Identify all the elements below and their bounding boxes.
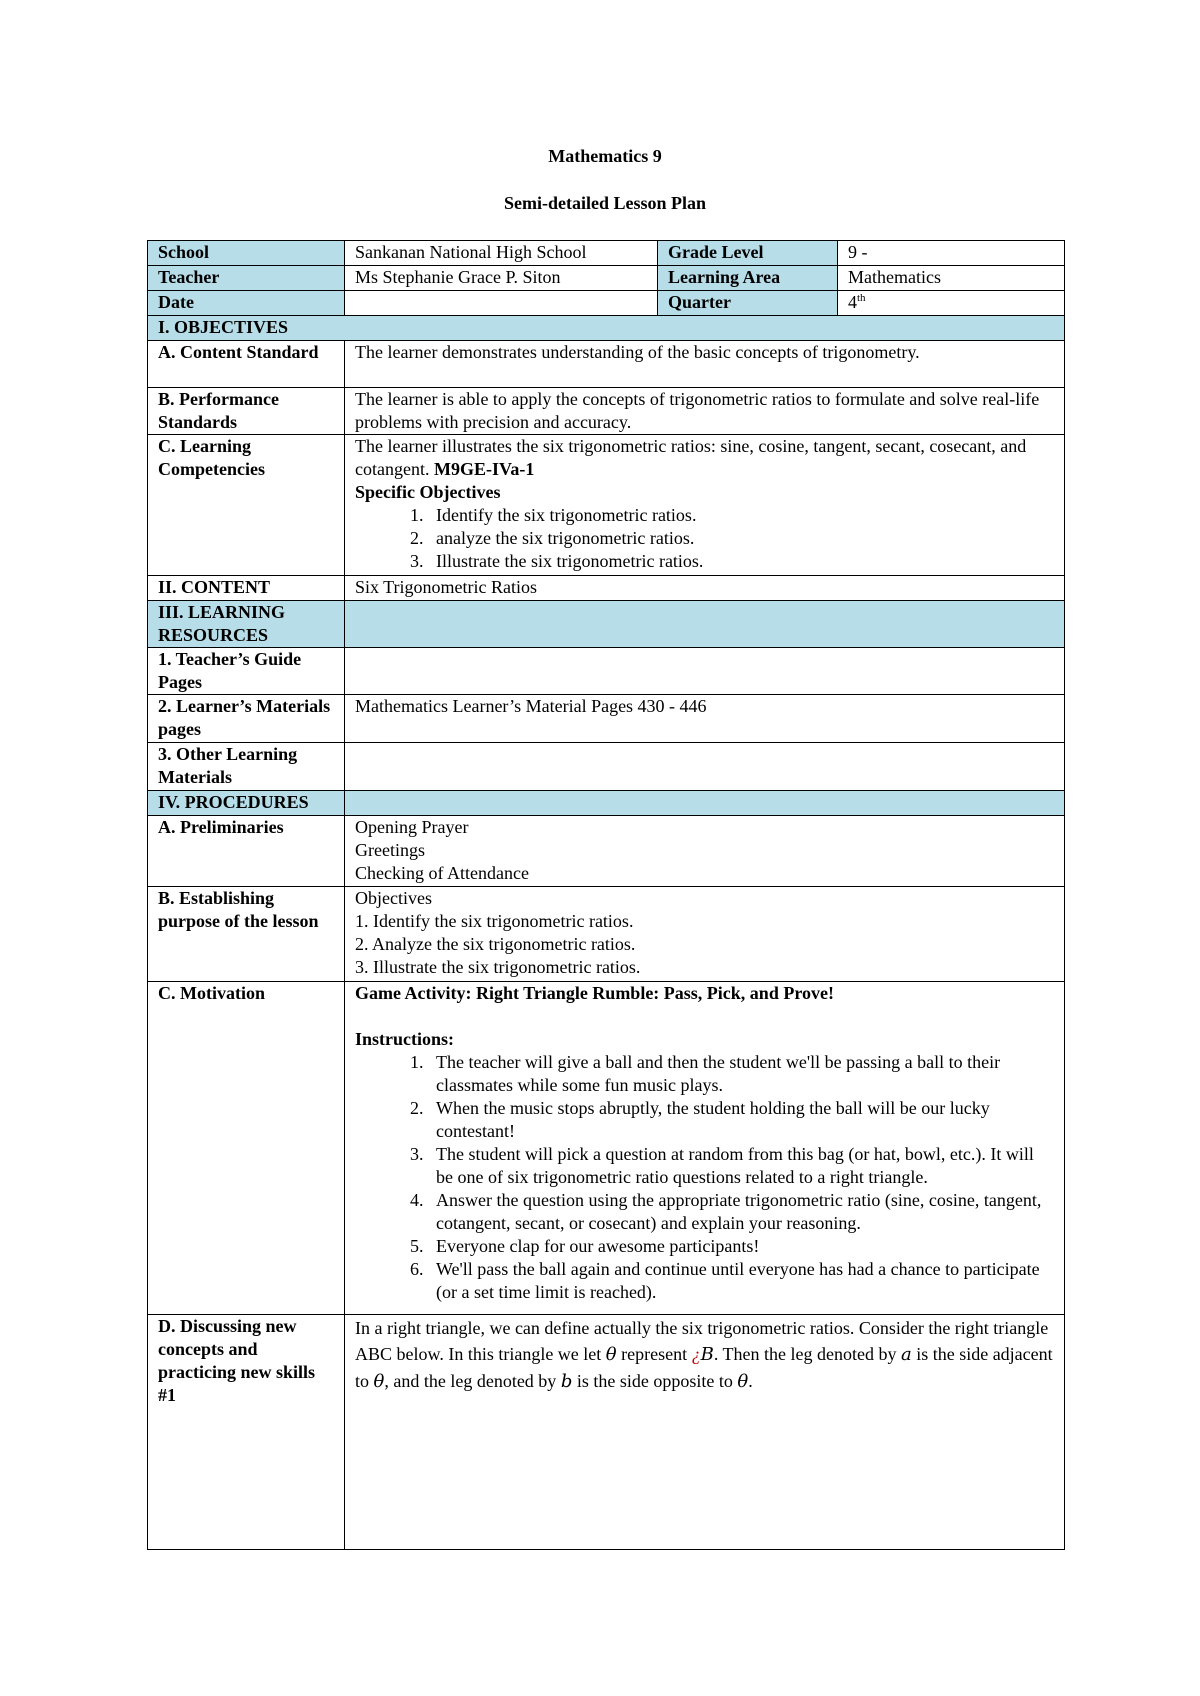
list-item: Checking of Attendance bbox=[355, 863, 529, 883]
teachers-guide-value bbox=[345, 648, 1065, 695]
learners-materials-label: 2. Learner’s Materials pages bbox=[148, 695, 345, 743]
objectives-header-row bbox=[148, 316, 1065, 341]
document-title: Mathematics 9 bbox=[548, 146, 662, 166]
learning-competencies-cell bbox=[345, 435, 1065, 576]
list-item: Objectives bbox=[355, 888, 432, 908]
teacher-row bbox=[148, 266, 1065, 291]
learning-resources-header: III. LEARNING RESOURCES bbox=[148, 601, 345, 648]
list-item: 2. analyze the six trigonometric ratios. bbox=[428, 527, 1054, 550]
learning-competencies-row bbox=[148, 435, 1065, 576]
establishing-purpose-row bbox=[148, 887, 1065, 982]
discussing-concepts-label: D. Discussing new concepts and practicing new skills #1 bbox=[148, 1315, 345, 1550]
game-activity-title: Game Activity: Right Triangle Rumble: Pass, Pick, and Prove! bbox=[355, 983, 834, 1003]
content-standard-label: A. Content Standard bbox=[148, 341, 345, 388]
preliminaries-cell bbox=[345, 816, 1065, 887]
discussion-text: . Then the leg denoted by bbox=[713, 1344, 901, 1364]
theta-symbol: θ bbox=[373, 1371, 385, 1392]
competency-code: M9GE-IVa-1 bbox=[433, 459, 535, 479]
discussion-text: In a right triangle, we can define actually the six trigonometric ratios. Consider the right triangle ABC below. In this triangle we let bbox=[355, 1318, 1049, 1364]
specific-objectives-list bbox=[355, 504, 1054, 573]
discussion-text: , and the leg denoted by bbox=[384, 1371, 561, 1391]
learning-resources-header-row bbox=[148, 601, 1065, 648]
discussion-text: represent bbox=[616, 1344, 692, 1364]
establishing-purpose-label: B. Establishing purpose of the lesson bbox=[148, 887, 345, 982]
specific-objectives-label: Specific Objectives bbox=[355, 482, 501, 502]
content-row bbox=[148, 576, 1065, 601]
performance-standards-value: The learner is able to apply the concepts of trigonometric ratios to formulate and solve real-life problems with precision and accuracy. bbox=[345, 388, 1065, 435]
list-item: Opening Prayer bbox=[355, 817, 469, 837]
procedures-header: IV. PROCEDURES bbox=[148, 791, 345, 816]
teachers-guide-row bbox=[148, 648, 1065, 695]
discussion-text: is the side adjacent to bbox=[355, 1344, 1053, 1391]
date-label: Date bbox=[148, 291, 345, 316]
list-item: 3. Illustrate the six trigonometric ratios. bbox=[428, 550, 1054, 573]
other-materials-row bbox=[148, 743, 1065, 791]
list-item: 4. Answer the question using the appropriate trigonometric ratio (sine, cosine, tangent, cotangent, secant, or cosecant) and explain your reasoning. bbox=[428, 1189, 1054, 1235]
learners-materials-row bbox=[148, 695, 1065, 743]
list-item: 3. The student will pick a question at random from this bag (or hat, bowl, etc.). It will be one of six trigonometric ratio questions related to a right triangle. bbox=[428, 1143, 1054, 1189]
date-row bbox=[148, 291, 1065, 316]
list-item: 1. Identify the six trigonometric ratios. bbox=[355, 911, 634, 931]
quarter-number: 4 bbox=[848, 292, 857, 312]
list-item: 2. When the music stops abruptly, the student holding the ball will be our lucky contestant! bbox=[428, 1097, 1054, 1143]
theta-symbol: θ bbox=[605, 1344, 617, 1365]
school-value: Sankanan National High School bbox=[345, 241, 658, 266]
discussion-text: is the side opposite to bbox=[572, 1371, 738, 1391]
learning-competencies-label: C. Learning Competencies bbox=[148, 435, 345, 576]
motivation-cell bbox=[345, 982, 1065, 1315]
motivation-row bbox=[148, 982, 1065, 1315]
theta-symbol: θ bbox=[737, 1371, 749, 1392]
side-a-symbol: a bbox=[900, 1344, 912, 1365]
discussion-text: . bbox=[748, 1371, 753, 1391]
learning-area-value: Mathematics bbox=[838, 266, 1065, 291]
angle-symbol: ¿ bbox=[691, 1344, 701, 1364]
document-subtitle: Semi-detailed Lesson Plan bbox=[503, 193, 706, 213]
motivation-label: C. Motivation bbox=[148, 982, 345, 1315]
performance-standards-row bbox=[148, 388, 1065, 435]
grade-level-label: Grade Level bbox=[658, 241, 838, 266]
side-b-symbol: b bbox=[560, 1371, 573, 1392]
lesson-plan-table bbox=[147, 240, 1065, 1550]
list-item: 1. Identify the six trigonometric ratios. bbox=[428, 504, 1054, 527]
date-value bbox=[345, 291, 658, 316]
other-materials-value bbox=[345, 743, 1065, 791]
list-item: 2. Analyze the six trigonometric ratios. bbox=[355, 934, 636, 954]
procedures-header-row bbox=[148, 791, 1065, 816]
preliminaries-label: A. Preliminaries bbox=[148, 816, 345, 887]
learners-materials-value: Mathematics Learner’s Material Pages 430 - 446 bbox=[345, 695, 1065, 743]
teachers-guide-label: 1. Teacher’s Guide Pages bbox=[148, 648, 345, 695]
grade-level-value: 9 - bbox=[838, 241, 1065, 266]
quarter-suffix: th bbox=[857, 292, 866, 304]
other-materials-label: 3. Other Learning Materials bbox=[148, 743, 345, 791]
content-standard-value: The learner demonstrates understanding of the basic concepts of trigonometry. bbox=[345, 341, 1065, 388]
instructions-list bbox=[355, 1051, 1054, 1304]
content-standard-row bbox=[148, 341, 1065, 388]
discussing-concepts-cell bbox=[345, 1315, 1065, 1550]
content-label: II. CONTENT bbox=[148, 576, 345, 601]
instructions-label: Instructions: bbox=[355, 1029, 455, 1049]
teacher-label: Teacher bbox=[148, 266, 345, 291]
list-item: 6. We'll pass the ball again and continue until everyone has had a chance to participate (or a set time limit is reached). bbox=[428, 1258, 1054, 1304]
content-value: Six Trigonometric Ratios bbox=[345, 576, 1065, 601]
objectives-header: I. OBJECTIVES bbox=[148, 316, 1065, 341]
list-item: 1. The teacher will give a ball and then the student we'll be passing a ball to their classmates while some fun music plays. bbox=[428, 1051, 1054, 1097]
performance-standards-label: B. Performance Standards bbox=[148, 388, 345, 435]
list-item: 5. Everyone clap for our awesome participants! bbox=[428, 1235, 1054, 1258]
school-row bbox=[148, 241, 1065, 266]
quarter-label: Quarter bbox=[658, 291, 838, 316]
quarter-value bbox=[838, 291, 1065, 316]
list-item: 3. Illustrate the six trigonometric ratios. bbox=[355, 957, 641, 977]
angle-variable: B bbox=[700, 1344, 714, 1365]
school-label: School bbox=[148, 241, 345, 266]
preliminaries-row bbox=[148, 816, 1065, 887]
learning-area-label: Learning Area bbox=[658, 266, 838, 291]
list-item: Greetings bbox=[355, 840, 425, 860]
teacher-value: Ms Stephanie Grace P. Siton bbox=[345, 266, 658, 291]
establishing-purpose-cell bbox=[345, 887, 1065, 982]
learning-competencies-text: The learner illustrates the six trigonometric ratios: sine, cosine, tangent, secant, cosecant, and cotangent. bbox=[355, 436, 1027, 479]
discussing-concepts-row bbox=[148, 1315, 1065, 1550]
